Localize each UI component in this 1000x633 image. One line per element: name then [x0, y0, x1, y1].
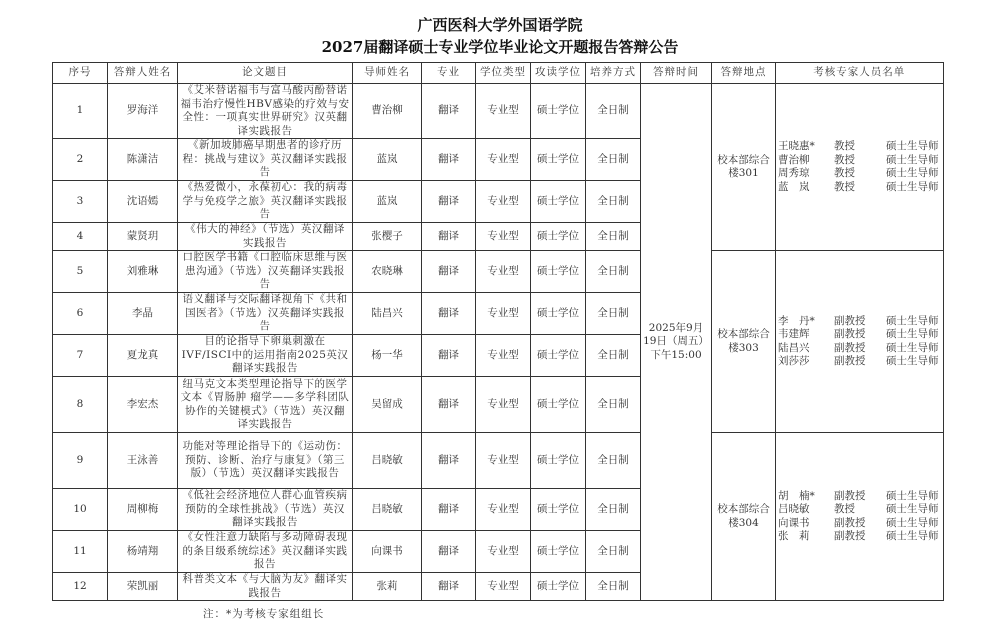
expert-role: 硕士生导师 — [886, 314, 939, 327]
degree-type: 专业型 — [476, 293, 531, 335]
expert-entry — [778, 154, 941, 168]
student-name: 夏龙真 — [108, 335, 178, 377]
degree-type: 专业型 — [476, 377, 531, 433]
major: 翻译 — [422, 84, 476, 139]
footnote: 注：*为考核专家组组长 — [203, 608, 325, 620]
thesis-topic: 功能对等理论指导下的《运动伤：预防、诊断、治疗与康复》（第三版）（节选）英汉翻译实践报告 — [178, 433, 353, 489]
degree-type: 专业型 — [476, 335, 531, 377]
thesis-topic: 《艾米替诺福韦与富马酸丙酚替诺福韦治疗慢性HBV感染的疗效与安全性：一项真实世界研究》汉英翻译实践报告 — [178, 84, 353, 139]
expert-title: 教授 — [834, 180, 855, 193]
table-row — [53, 251, 944, 293]
header-degree-type: 学位类型 — [476, 63, 531, 84]
expert-panel — [776, 84, 944, 251]
advisor-name: 蓝岚 — [353, 139, 422, 181]
expert-entry — [778, 355, 941, 369]
header-no: 序号 — [53, 63, 108, 84]
major: 翻译 — [422, 223, 476, 251]
row-number: 12 — [53, 573, 108, 601]
expert-title: 副教授 — [834, 328, 866, 340]
advisor-name: 杨一华 — [353, 335, 422, 377]
expert-name: 刘莎莎 — [778, 355, 810, 367]
defense-schedule-table — [52, 62, 944, 601]
study-mode: 全日制 — [586, 433, 641, 489]
table-row — [53, 84, 944, 139]
page-title: 广西医科大学外国语学院 — [417, 16, 583, 34]
expert-title: 教授 — [834, 153, 855, 166]
expert-title: 教授 — [834, 140, 855, 152]
thesis-topic: 《新加坡肺癌早期患者的诊疗历程：挑战与建议》英汉翻译实践报告 — [178, 139, 353, 181]
degree: 硕士学位 — [531, 433, 586, 489]
degree-type: 专业型 — [476, 139, 531, 181]
expert-entry — [778, 167, 941, 181]
expert-title: 教授 — [834, 503, 855, 515]
student-name: 刘雅琳 — [108, 251, 178, 293]
major: 翻译 — [422, 433, 476, 489]
degree-type: 专业型 — [476, 181, 531, 223]
student-name: 周柳梅 — [108, 489, 178, 531]
thesis-topic: 语义翻译与交际翻译视角下《共和国医者》（节选）汉英翻译实践报告 — [178, 293, 353, 335]
expert-role: 硕士生导师 — [886, 328, 939, 340]
advisor-name: 吕晓敏 — [353, 489, 422, 531]
degree: 硕士学位 — [531, 181, 586, 223]
study-mode: 全日制 — [586, 84, 641, 139]
row-number: 4 — [53, 223, 108, 251]
expert-role: 硕士生导师 — [886, 180, 939, 193]
defense-location: 校本部综合楼301 — [712, 84, 776, 251]
expert-title: 教授 — [834, 167, 855, 179]
advisor-name: 曹治柳 — [353, 84, 422, 139]
row-number: 5 — [53, 251, 108, 293]
row-number: 3 — [53, 181, 108, 223]
major: 翻译 — [422, 181, 476, 223]
major: 翻译 — [422, 251, 476, 293]
expert-panel — [776, 251, 944, 433]
study-mode: 全日制 — [586, 181, 641, 223]
study-mode: 全日制 — [586, 223, 641, 251]
thesis-topic: 《低社会经济地位人群心血管疾病预防的全球性挑战》（节选）英汉翻译实践报告 — [178, 489, 353, 531]
expert-role: 硕士生导师 — [886, 167, 939, 179]
header-student: 答辩人姓名 — [108, 63, 178, 84]
study-mode: 全日制 — [586, 573, 641, 601]
student-name: 李晶 — [108, 293, 178, 335]
degree-type: 专业型 — [476, 84, 531, 139]
expert-entry — [778, 181, 941, 195]
major: 翻译 — [422, 293, 476, 335]
advisor-name: 向课书 — [353, 531, 422, 573]
expert-name: 吕晓敏 — [778, 503, 810, 515]
degree: 硕士学位 — [531, 335, 586, 377]
degree-type: 专业型 — [476, 489, 531, 531]
expert-entry — [778, 342, 941, 356]
expert-name: 李 丹* — [778, 314, 815, 327]
degree-type: 专业型 — [476, 433, 531, 489]
thesis-topic: 科普类文本《与大脑为友》翻译实践报告 — [178, 573, 353, 601]
header-topic: 论文题目 — [178, 63, 353, 84]
expert-title: 副教授 — [834, 516, 866, 529]
advisor-name: 陆昌兴 — [353, 293, 422, 335]
expert-name: 陆昌兴 — [778, 341, 810, 354]
expert-entry — [778, 315, 941, 329]
expert-name: 曹治柳 — [778, 153, 810, 166]
header-mode: 培养方式 — [586, 63, 641, 84]
degree: 硕士学位 — [531, 223, 586, 251]
expert-entry — [778, 503, 941, 517]
expert-entry — [778, 517, 941, 531]
degree: 硕士学位 — [531, 251, 586, 293]
expert-name: 韦建辉 — [778, 328, 810, 340]
advisor-name: 吴留成 — [353, 377, 422, 433]
expert-title: 副教授 — [834, 530, 866, 542]
student-name: 荣凯丽 — [108, 573, 178, 601]
expert-title: 副教授 — [834, 314, 866, 327]
row-number: 11 — [53, 531, 108, 573]
expert-title: 副教授 — [834, 355, 866, 367]
row-number: 1 — [53, 84, 108, 139]
student-name: 蒙贤玥 — [108, 223, 178, 251]
thesis-topic: 口腔医学书籍《口腔临床思维与医患沟通》（节选）汉英翻译实践报告 — [178, 251, 353, 293]
expert-role: 硕士生导师 — [886, 153, 939, 166]
study-mode: 全日制 — [586, 293, 641, 335]
expert-entry — [778, 490, 941, 504]
advisor-name: 张莉 — [353, 573, 422, 601]
student-name: 罗海洋 — [108, 84, 178, 139]
expert-name: 胡 楠* — [778, 489, 815, 502]
study-mode: 全日制 — [586, 531, 641, 573]
expert-name: 周秀琼 — [778, 167, 810, 179]
header-experts: 考核专家人员名单 — [776, 63, 944, 84]
degree-type: 专业型 — [476, 573, 531, 601]
major: 翻译 — [422, 335, 476, 377]
thesis-topic: 《热爱微小，永葆初心：我的病毒学与免疫学之旅》英汉翻译实践报告 — [178, 181, 353, 223]
study-mode: 全日制 — [586, 335, 641, 377]
advisor-name: 吕晓敏 — [353, 433, 422, 489]
row-number: 6 — [53, 293, 108, 335]
degree: 硕士学位 — [531, 293, 586, 335]
header-time: 答辩时间 — [641, 63, 712, 84]
degree-type: 专业型 — [476, 251, 531, 293]
degree: 硕士学位 — [531, 139, 586, 181]
degree: 硕士学位 — [531, 573, 586, 601]
defense-time: 2025年9月19日（周五）下午15:00 — [641, 84, 712, 601]
degree: 硕士学位 — [531, 377, 586, 433]
expert-entry — [778, 530, 941, 544]
expert-name: 向课书 — [778, 516, 810, 529]
degree-type: 专业型 — [476, 223, 531, 251]
major: 翻译 — [422, 139, 476, 181]
row-number: 2 — [53, 139, 108, 181]
expert-role: 硕士生导师 — [886, 140, 939, 152]
major: 翻译 — [422, 573, 476, 601]
row-number: 8 — [53, 377, 108, 433]
header-location: 答辩地点 — [712, 63, 776, 84]
expert-role: 硕士生导师 — [886, 355, 939, 367]
defense-location: 校本部综合楼303 — [712, 251, 776, 433]
row-number: 9 — [53, 433, 108, 489]
expert-name: 蓝 岚 — [778, 180, 810, 193]
degree: 硕士学位 — [531, 489, 586, 531]
expert-role: 硕士生导师 — [886, 489, 939, 502]
study-mode: 全日制 — [586, 139, 641, 181]
row-number: 10 — [53, 489, 108, 531]
major: 翻译 — [422, 377, 476, 433]
expert-title: 副教授 — [834, 489, 866, 502]
header-major: 专业 — [422, 63, 476, 84]
expert-entry — [778, 140, 941, 154]
student-name: 杨靖翔 — [108, 531, 178, 573]
table-row — [53, 433, 944, 489]
defense-location: 校本部综合楼304 — [712, 433, 776, 601]
student-name: 陈潇洁 — [108, 139, 178, 181]
thesis-topic: 纽马克文本类型理论指导下的医学文本《胃肠肿 瘤学——多学科团队协作的关键模式》（节选）英汉翻译实践报告 — [178, 377, 353, 433]
advisor-name: 农晓琳 — [353, 251, 422, 293]
advisor-name: 张樱子 — [353, 223, 422, 251]
thesis-topic: 《伟大的神经》（节选）英汉翻译实践报告 — [178, 223, 353, 251]
student-name: 李宏杰 — [108, 377, 178, 433]
expert-title: 副教授 — [834, 341, 866, 354]
row-number: 7 — [53, 335, 108, 377]
major: 翻译 — [422, 489, 476, 531]
expert-role: 硕士生导师 — [886, 530, 939, 542]
header-row — [53, 63, 944, 84]
degree-type: 专业型 — [476, 531, 531, 573]
thesis-topic: 《女性注意力缺陷与多动障碍表现的条目级系统综述》英汉翻译实践报告 — [178, 531, 353, 573]
study-mode: 全日制 — [586, 251, 641, 293]
header-degree: 攻读学位 — [531, 63, 586, 84]
expert-entry — [778, 328, 941, 342]
degree: 硕士学位 — [531, 531, 586, 573]
expert-role: 硕士生导师 — [886, 341, 939, 354]
expert-role: 硕士生导师 — [886, 503, 939, 515]
expert-panel — [776, 433, 944, 601]
page-subtitle: 2027届翻译硕士专业学位毕业论文开题报告答辩公告 — [321, 38, 679, 56]
major: 翻译 — [422, 531, 476, 573]
thesis-topic: 目的论指导下卵巢刺激在IVF/ISCI中的运用指南2025英汉翻译实践报告 — [178, 335, 353, 377]
advisor-name: 蓝岚 — [353, 181, 422, 223]
header-advisor: 导师姓名 — [353, 63, 422, 84]
study-mode: 全日制 — [586, 377, 641, 433]
student-name: 沈语嫣 — [108, 181, 178, 223]
expert-role: 硕士生导师 — [886, 516, 939, 529]
student-name: 王泳善 — [108, 433, 178, 489]
study-mode: 全日制 — [586, 489, 641, 531]
degree: 硕士学位 — [531, 84, 586, 139]
expert-name: 张 莉 — [778, 530, 810, 542]
expert-name: 王晓惠* — [778, 140, 815, 152]
